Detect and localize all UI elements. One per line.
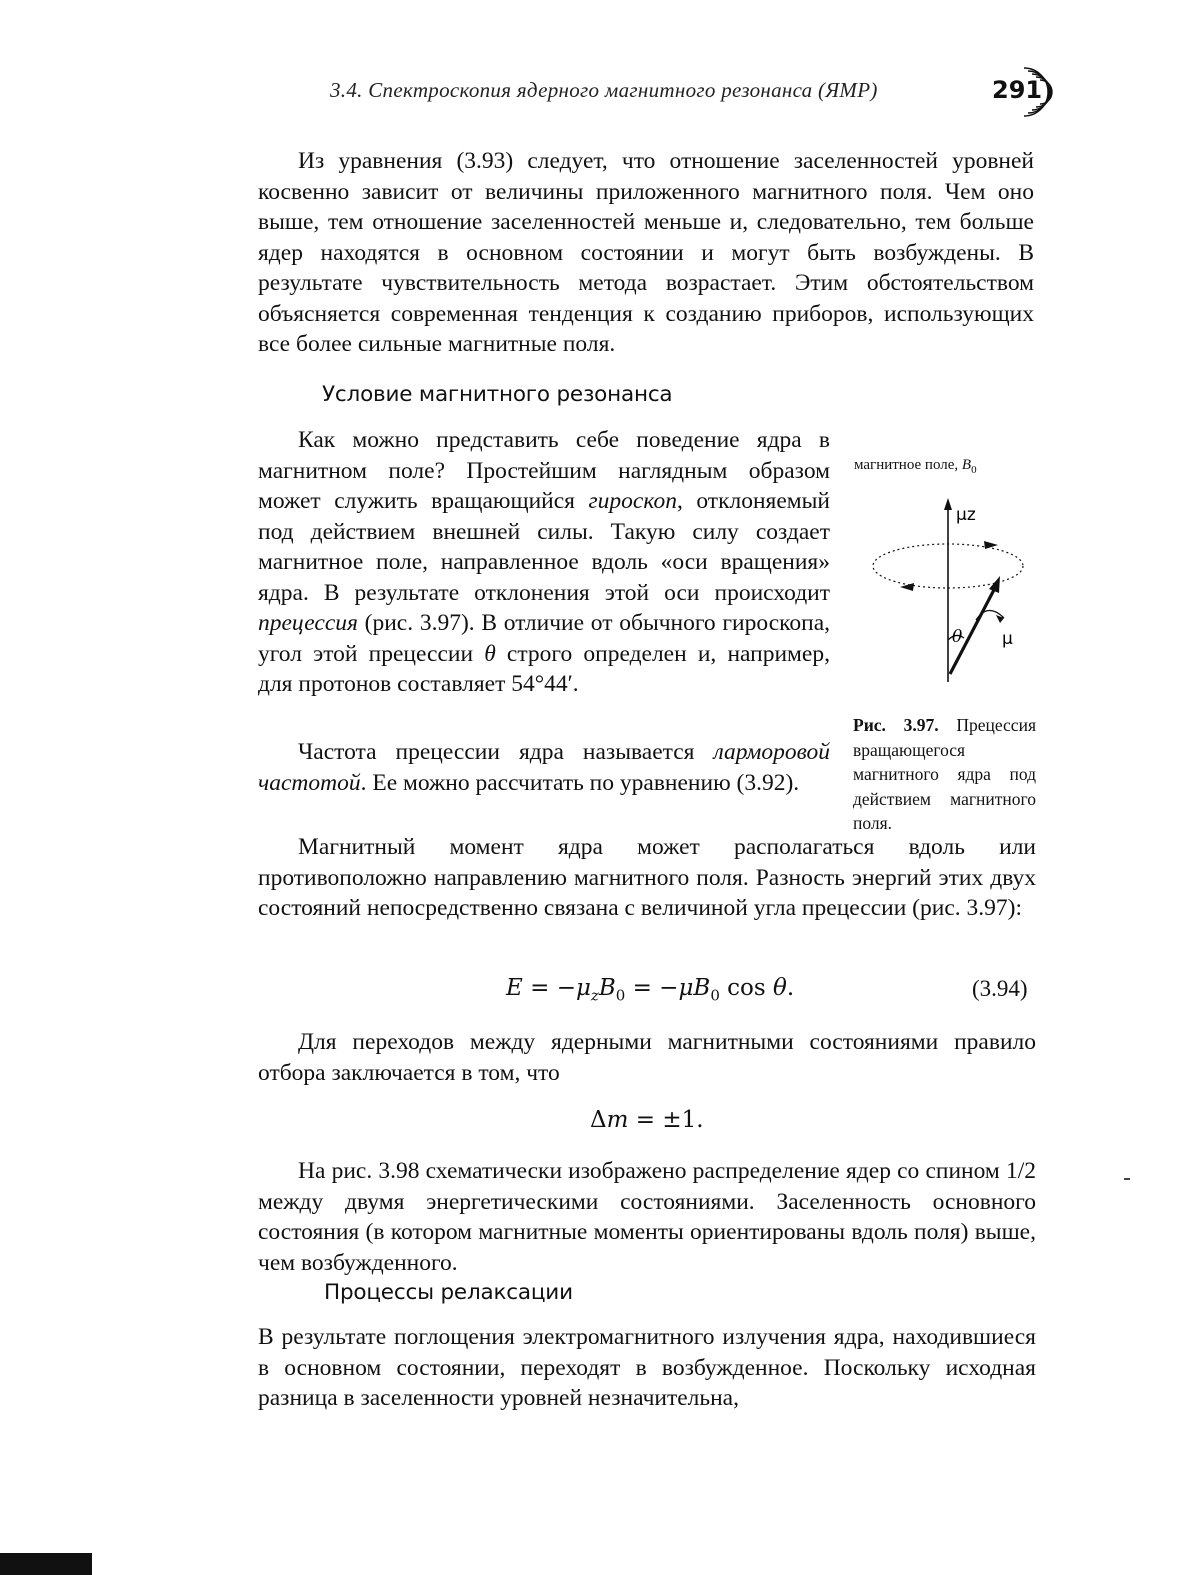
- label-mu: μ: [1002, 629, 1013, 649]
- running-header: 3.4. Спектроскопия ядерного магнитного резонанса (ЯМР): [330, 78, 878, 102]
- paragraph-2-text-c: (рис. 3.97). В отличие от обычного гироскопа, угол этой прецессии: [258, 610, 830, 667]
- paragraph-2-text-d: строго определен и, например, для протонов составляет 54°44′.: [258, 640, 830, 697]
- term-precession: прецессия: [258, 610, 358, 636]
- figure-top-label: магнитное поле, $B_0$: [854, 457, 977, 476]
- page-number: 291: [992, 76, 1043, 104]
- paragraph-3-text-a: Частота прецессии ядра называется: [298, 739, 714, 765]
- term-larmor-frequency: ларморовой частотой: [258, 739, 830, 796]
- equation-3-94: $E = -\mu_zB_0 = -\mu B_0$ cos θ.: [506, 975, 795, 1005]
- paragraph-6: На рис. 3.98 схематически изображено распределение ядер со спином 1/2 между двумя энергетическими состояниями. Заселенность основного состояния (в котором магнитные моменты ориентированы вдоль поля) выше, чем возбужденного.: [258, 1158, 1036, 1276]
- symbol-theta: θ: [484, 640, 496, 667]
- paragraph-2-text-a: Как можно представить себе поведение ядра в магнитном поле? Простейшим наглядным образом может служить вращающийся: [258, 427, 830, 514]
- figure-caption-text: Прецессия вращающегося магнитного ядра под действием магнитного поля.: [853, 715, 1036, 833]
- section-heading-relaxation: Процессы релаксации: [324, 1280, 573, 1305]
- label-theta: θ: [952, 627, 963, 647]
- paragraph-3-text-b: . Ее можно рассчитать по уравнению (3.92).: [360, 769, 800, 796]
- z-axis-arrowhead-icon: [944, 498, 952, 510]
- paragraph-7: В результате поглощения электромагнитного излучения ядра, находившиеся в основном состоянии, переходят в возбужденное. Поскольку исходная разница в заселенности уровней незначительна,: [258, 1324, 1036, 1411]
- scan-edge-mark: [0, 1553, 92, 1575]
- figure-caption: [853, 713, 1036, 836]
- paragraph-3: [258, 737, 830, 798]
- section-heading-magnetic-resonance: Условие магнитного резонанса: [322, 382, 673, 407]
- selection-rule: Δm = ±1.: [590, 1107, 704, 1133]
- scan-dash-mark: [1124, 1178, 1130, 1180]
- paragraph-5: Для переходов между ядерными магнитными состояниями правило отбора заключается в том, что: [258, 1029, 1036, 1086]
- precession-diagram: [848, 452, 1038, 692]
- figure-caption-number: Рис. 3.97.: [853, 715, 939, 735]
- paragraph-4: Магнитный момент ядра может располагаться вдоль или противоположно направлению магнитного поля. Разность энергий этих двух состояний непосредственно связана с величиной угла прецессии (рис. 3.97):: [258, 834, 1036, 921]
- mu-vector-arrowhead-icon: [989, 576, 1000, 593]
- paragraph-2-text-b: , отклоняемый под действием внешней силы. Такую силу создает магнитное поле, направленное вдоль «оси вращения» ядра. В результате отклонения этой оси происходит: [258, 488, 831, 606]
- paragraph-2: [258, 425, 830, 700]
- term-gyroscope: гироскоп: [588, 488, 677, 514]
- paragraph-1: Из уравнения (3.93) следует, что отношение заселенностей уровней косвенно зависит от величины приложенного магнитного поля. Чем оно выше, тем отношение заселенностей меньше и, следовательно, тем больше ядер находятся в основном состоянии и могут быть возбуждены. В результате чувствительность метода возрастает. Этим обстоятельством объясняется современная тенденция к созданию приборов, использующих все более сильные магнитные поля.: [258, 148, 1034, 357]
- equation-number-3-94: (3.94): [972, 976, 1028, 1001]
- page-number-ornament-icon: [1018, 62, 1068, 122]
- ellipse-arrow-right-icon: [984, 541, 998, 549]
- ellipse-arrow-left-icon: [900, 583, 914, 591]
- label-mu-z: μz: [956, 505, 976, 525]
